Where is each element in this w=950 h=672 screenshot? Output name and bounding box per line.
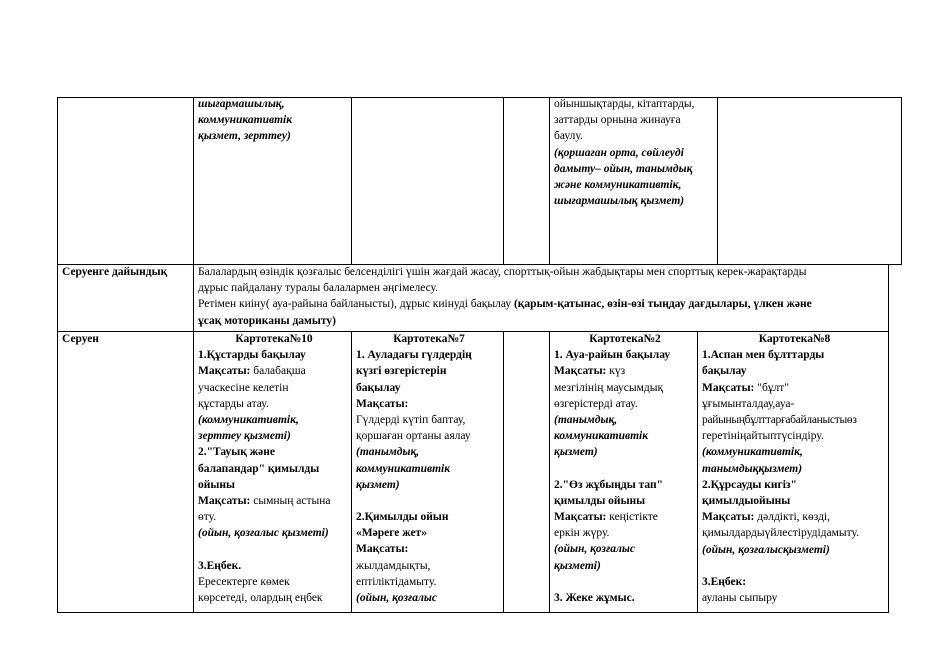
card-header-2: Картотека№2 (589, 333, 661, 345)
col-divider-2-row3 (351, 331, 352, 613)
row2-content: Балалардың өзіндік қозғалыс белсенділігі үшін жағдай жасау, спорттық-ойын жабдықтары мен спорттық керек-жарақтарды дұрыс пайдалану туралы балалармен әңгімелесу. Ретімен киіну( ауа-райына байланысты), дұрыс киінуді бақылау (қарым-қатынас, өзін-өзі тыңдау дағдылары, үлкен және ұсақ моториканы дамыту) (198, 266, 812, 327)
row2-label: Серуенге дайындық (62, 266, 168, 278)
col-divider-5-row3 (697, 331, 698, 613)
col-divider-5-row1 (717, 97, 718, 265)
card-header-10: Картотека№10 (235, 333, 313, 345)
row1-col5-text: ойыншықтарды, кітаптарды, заттарды орнына жинауға баулу. (қоршаған орта, сөйлеуді дамыту– ойын, танымдық және коммуникативтік, шығармашылық қызмет) (554, 98, 695, 208)
col-divider-4-row1 (549, 97, 550, 265)
table-border-left (57, 97, 58, 613)
col-divider-4-row3 (549, 331, 550, 613)
table-border-bottom (57, 612, 889, 613)
row3-col2-content: Картотека№10 1.Құстарды бақылау Мақсаты: балабақша учаскесіне келетін құстарды атау. (коммуникативтік, зерттеу қызметі) 2."Тауық және балапандар" қимылды ойыны Мақсаты: сымның астына өту. (ойын, қозғалыс қызметі) 3.Еңбек. Ересектерге көмек көрсетеді, олардың еңбек (198, 331, 350, 606)
row1-col2-text: шығармашылық, коммуникативтік қызмет, зерттеу) (198, 98, 293, 143)
row3-col3-content: Картотека№7 1. Ауладағы гүлдердің күзгі өзгерістерін бақылау Мақсаты: Гүлдерді күтіп баптау, қоршаған ортаны аялау (танымдық, коммуникативтік қызмет) 2.Қимылды ойын «Мәреге жет» Мақсаты: жылдамдықты, ептіліктідамыту. (ойын, қозғалыс (356, 331, 502, 606)
table-border-right-lower (888, 264, 889, 613)
col-divider-3-row3 (503, 331, 504, 613)
col-divider-3-row1 (503, 97, 504, 265)
col-divider-2-row1 (351, 97, 352, 265)
table-border-top (57, 97, 902, 98)
col-divider-1 (193, 97, 194, 613)
table-border-right-row1 (901, 97, 902, 265)
card-header-7: Картотека№7 (393, 333, 465, 345)
row3-col6-content: Картотека№8 1.Аспан мен бұлттарды бақылау Мақсаты: "бұлт" ұғымынталдау,ауа- райыныңбұлттарғабайланыстыөз геретініңайтыптүсіндіру. (коммуникативтік, танымдыққызмет) 2.Құрсауды кигіз" қимылдыойыны Мақсаты: дәлдікті, көзді, қимылдардыүйлестірудідамыту. (ойын, қозғалысқызметі) 3.Еңбек: ауланы сыпыру (702, 331, 887, 606)
card-header-8: Картотека№8 (758, 333, 831, 345)
row3-label: Серуен (62, 333, 99, 345)
row3-col5-content: Картотека№2 1. Ауа-райын бақылау Мақсаты: күз мезгілінің маусымдық өзгерістерді атау. (танымдық, коммуникативтік қызмет) 2."Өз жұбыңды тап" қимылды ойыны Мақсаты: кеңістікте еркін жүру. (ойын, қозғалыс қызметі) 3. Жеке жұмыс. (554, 331, 696, 606)
